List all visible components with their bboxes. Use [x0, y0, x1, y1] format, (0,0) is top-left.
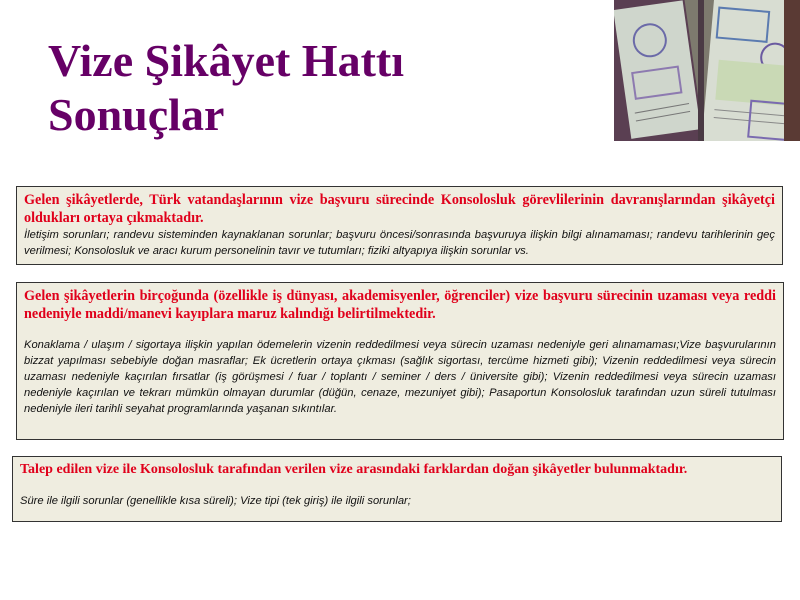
box-body: İletişim sorunları; randevu sisteminden kaynaklanan sorunlar; başvuru öncesi/sonrasında başvuruya ilişkin bilgi alınamaması; randevu tarihlerinin geç verilmesi; Konsolosluk ve aracı kurum personelinin tavır ve tutumları; fiziki altyapıya ilişkin sorunlar vs. — [24, 229, 775, 257]
box-heading: Gelen şikâyetlerin birçoğunda (özellikle iş dünyası, akademisyenler, öğrenciler) vize başvuru sürecinin uzaması veya reddi nedeniyle maddi/manevi kayıplara maruz kalındığı belirtilmektedir. — [24, 288, 776, 322]
page-title — [48, 34, 404, 142]
title-line-2: Sonuçlar — [48, 89, 225, 140]
box-body: Konaklama / ulaşım / sigortaya ilişkin yapılan ödemelerin vizenin reddedilmesi veya sürecin uzaması nedeniyle geri alınamaması;Vize başvurularının bizzat yapılması sebebiyle doğan masraflar; Ek ücretlerin ortaya çıkması (sağlık sigortası, tercüme hizmeti gibi); Vizenin reddedilmesi veya sürecin uzaması nedeniyle kaçırılan fırsatlar (iş görüşmesi / fuar / toplantı / seminer / ders / üniversite gibi); Vizenin reddedilmesi veya sürecin uzaması nedeniyle kaçırılan ve tekrarı mümkün olmayan durumlar (düğün, cenaze, mezuniyet gibi); Pasaportun Konsolosluk tarafından uzun süreli tutulması nedeniyle ileri tarihli seyahat programlarında yaşanan sıkıntılar. — [24, 339, 776, 415]
passport-visa-stamps-icon — [614, 0, 800, 141]
title-line-1: Vize Şikâyet Hattı — [48, 35, 405, 86]
complaint-box-losses — [16, 282, 784, 440]
complaint-box-visa-difference — [12, 456, 782, 522]
box-heading: Talep edilen vize ile Konsolosluk tarafından verilen vize arasındaki farklardan doğan şikâyetler bulunmaktadır. — [20, 462, 688, 477]
complaint-box-conduct — [16, 186, 783, 265]
box-heading: Gelen şikâyetlerde, Türk vatandaşlarının vize başvuru sürecinde Konsolosluk görevlilerinin davranışlarından şikâyetçi oldukları ortaya çıkmaktadır. — [24, 192, 775, 226]
passport-visa-photo — [614, 0, 800, 141]
box-body: Süre ile ilgili sorunlar (genellikle kısa süreli); Vize tipi (tek giriş) ile ilgili sorunlar; — [20, 495, 411, 507]
